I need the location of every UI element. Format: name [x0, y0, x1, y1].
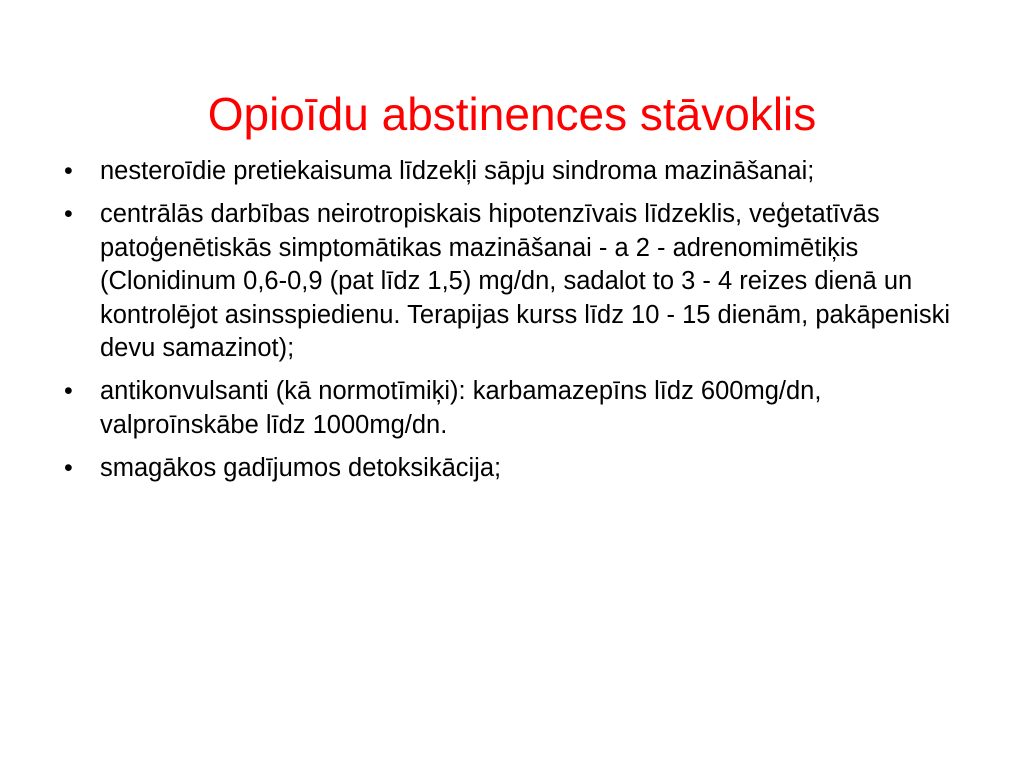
bullet-icon: •	[64, 157, 73, 185]
page-title: Opioīdu abstinences stāvoklis	[207, 87, 817, 140]
list-item-text: smagākos gadījumos detoksikācija;	[100, 454, 502, 483]
bullet-icon: •	[64, 377, 73, 406]
list-item	[52, 155, 962, 188]
slide-body	[52, 155, 962, 496]
list-item-text: centrālās darbības neirotropiskais hipotenzīvais līdzeklis, veģetatīvās patoģenētiskās simptomātikas mazināšanai - a 2 - adrenomimētiķis (Clonidinum 0,6-0,9 (pat līdz 1,5) mg/dn, sadalot to 3 - 4 reizes dienā un kontrolējot asinsspiedienu. Terapijas kurss līdz 10 - 15 dienām, pakāpeniski devu samazinot);	[100, 200, 951, 362]
list-item	[52, 375, 962, 442]
list-item	[52, 198, 962, 365]
list-item-text: antikonvulsanti (kā normotīmiķi): karbamazepīns līdz 600mg/dn, valproīnskābe līdz 1000mg/dn.	[100, 377, 822, 439]
bullet-icon: •	[64, 454, 73, 483]
list-item-text: nesteroīdie pretiekaisuma līdzekļi sāpju sindroma mazināšanai;	[100, 157, 815, 185]
bullet-icon: •	[64, 200, 73, 229]
bullet-list	[52, 155, 962, 486]
list-item	[52, 452, 962, 485]
